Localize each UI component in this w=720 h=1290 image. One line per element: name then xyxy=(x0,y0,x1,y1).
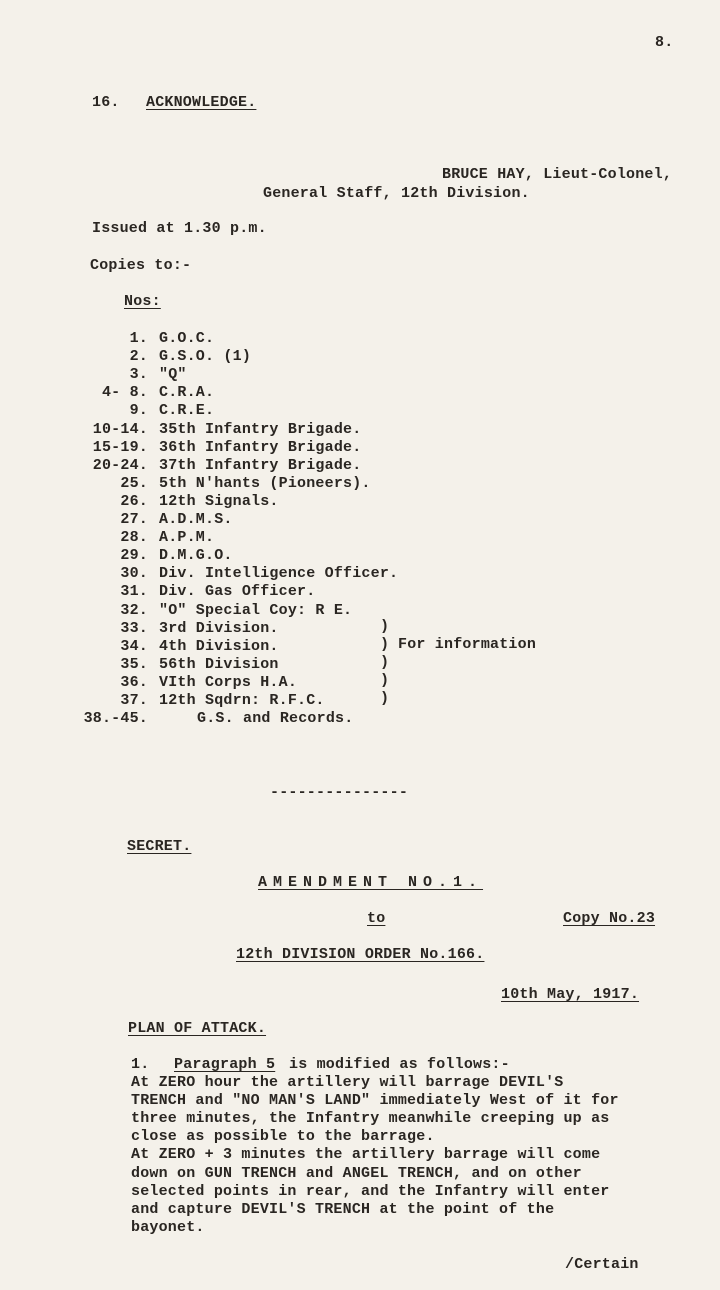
distribution-number: 33. xyxy=(120,619,148,637)
to-label: to xyxy=(367,910,386,927)
brace-mark: ) xyxy=(380,672,390,689)
distribution-number: 32. xyxy=(120,601,148,619)
acknowledge-heading: ACKNOWLEDGE. xyxy=(146,94,257,111)
copies-to-line: Copies to:- xyxy=(90,257,192,274)
signature-staff: General Staff, 12th Division. xyxy=(263,185,530,202)
section-divider: --------------- xyxy=(270,784,409,801)
distribution-recipient: 56th Division xyxy=(159,655,279,673)
distribution-recipient: G.O.C. xyxy=(159,330,215,347)
distribution-recipient: 4th Division. xyxy=(159,637,279,655)
item-16-number: 16. xyxy=(92,94,120,111)
amendment-title: AMENDMENT NO.1. xyxy=(258,874,484,891)
distribution-number: 34. xyxy=(120,637,148,655)
distribution-recipient: Div. Intelligence Officer. xyxy=(159,565,399,583)
signature-name: BRUCE HAY, Lieut-Colonel, xyxy=(442,166,673,183)
distribution-recipient: 35th Infantry Brigade. xyxy=(159,420,362,438)
distribution-number: 2. xyxy=(129,348,148,366)
body-line: At ZERO hour the artillery will barrage DEVIL'S xyxy=(131,1074,564,1091)
catchword: /Certain xyxy=(565,1256,639,1273)
distribution-number: 9. xyxy=(129,402,148,420)
distribution-number: 35. xyxy=(120,655,148,673)
distribution-recipient: 12th Sqdrn: R.F.C. xyxy=(159,692,325,709)
distribution-recipient: 37th Infantry Brigade. xyxy=(159,456,362,474)
body-line: three minutes, the Infantry meanwhile creeping up as xyxy=(131,1110,610,1128)
body-line: At ZERO + 3 minutes the artillery barrage will come xyxy=(131,1146,601,1164)
distribution-number: 36. xyxy=(120,673,148,691)
body-line: and capture DEVIL'S TRENCH at the point of the xyxy=(131,1200,555,1218)
distribution-recipient: VIth Corps H.A. xyxy=(159,673,298,691)
paragraph-reference-tail: is modified as follows:- xyxy=(289,1056,510,1073)
distribution-number: 25. xyxy=(120,474,148,492)
distribution-number: 29. xyxy=(120,547,148,565)
distribution-recipient: 5th N'hants (Pioneers). xyxy=(159,474,371,492)
distribution-number: 15-19. xyxy=(92,438,148,456)
distribution-number: 20-24. xyxy=(92,456,148,474)
paragraph-reference: Paragraph 5 xyxy=(174,1056,276,1073)
distribution-recipient: "O" Special Coy: R E. xyxy=(159,601,353,619)
distribution-recipient: 3rd Division. xyxy=(159,619,279,637)
distribution-recipient: G.S. and Records. xyxy=(197,710,354,728)
order-date: 10th May, 1917. xyxy=(501,986,640,1003)
distribution-number: 10-14. xyxy=(92,420,148,438)
distribution-recipient: C.R.E. xyxy=(159,402,215,420)
issued-line: Issued at 1.30 p.m. xyxy=(92,220,267,237)
distribution-number: 38.-45. xyxy=(83,710,148,728)
distribution-number: 37. xyxy=(120,692,148,709)
distribution-recipient: D.M.G.O. xyxy=(159,547,233,565)
distribution-number: 1. xyxy=(129,330,148,347)
distribution-recipient: 36th Infantry Brigade. xyxy=(159,438,362,456)
distribution-number: 3. xyxy=(129,366,148,384)
distribution-number: 27. xyxy=(120,511,148,528)
body-line: down on GUN TRENCH and ANGEL TRENCH, and on other xyxy=(131,1164,582,1182)
distribution-recipient: G.S.O. (1) xyxy=(159,348,252,366)
distribution-recipient: A.P.M. xyxy=(159,529,215,547)
distribution-number: 30. xyxy=(120,565,148,583)
copy-number: Copy No.23 xyxy=(563,910,656,927)
brace-mark: ) xyxy=(380,690,390,707)
page-number: 8. xyxy=(655,34,674,51)
division-order-title: 12th DIVISION ORDER No.166. xyxy=(236,946,485,963)
body-line: close as possible to the barrage. xyxy=(131,1128,435,1146)
plan-of-attack-heading: PLAN OF ATTACK. xyxy=(128,1020,267,1037)
body-line: bayonet. xyxy=(131,1218,205,1236)
brace-mark: ) xyxy=(380,654,390,671)
distribution-number: 28. xyxy=(120,529,148,547)
distribution-recipient: A.D.M.S. xyxy=(159,511,233,528)
distribution-recipient: C.R.A. xyxy=(159,384,215,402)
body-line: TRENCH and "NO MAN'S LAND" immediately West of it for xyxy=(131,1092,619,1110)
for-information-note: For information xyxy=(398,636,537,653)
distribution-recipient: 12th Signals. xyxy=(159,492,279,510)
distribution-recipient: "Q" xyxy=(159,366,187,384)
distribution-number: 4- 8. xyxy=(101,384,148,402)
distribution-recipient: Div. Gas Officer. xyxy=(159,583,316,601)
secret-heading: SECRET. xyxy=(127,838,192,855)
brace-mark: ) xyxy=(380,636,390,653)
nos-heading: Nos: xyxy=(124,293,161,310)
distribution-number: 31. xyxy=(120,583,148,601)
paragraph-number: 1. xyxy=(131,1056,150,1073)
distribution-number: 26. xyxy=(120,492,148,510)
brace-mark: ) xyxy=(380,618,390,635)
body-line: selected points in rear, and the Infantry will enter xyxy=(131,1182,610,1200)
